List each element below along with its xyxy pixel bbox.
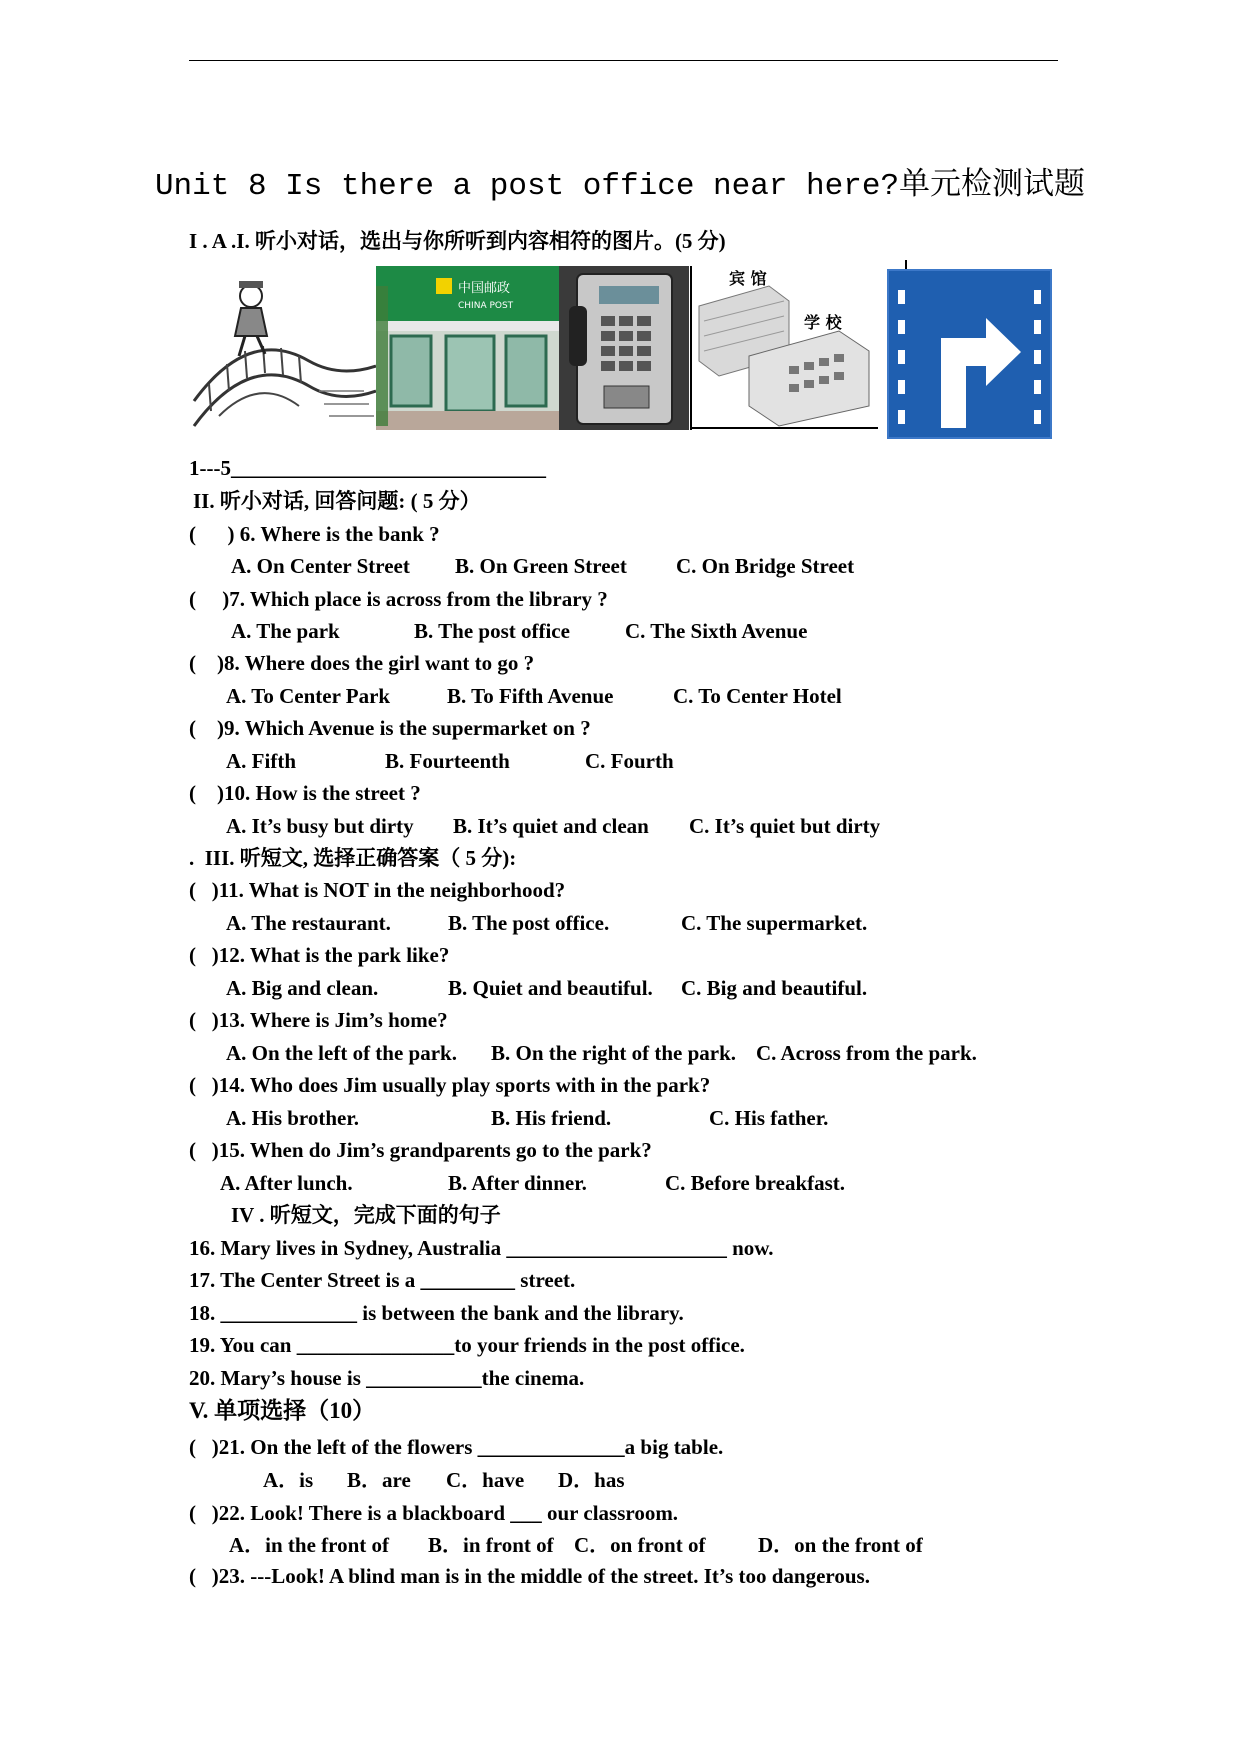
header-rule <box>189 60 1058 61</box>
q13-option-c: C. Across from the park. <box>756 1041 977 1065</box>
q23-stem: ( )23. ---Look! A blind man is in the middle of the street. It’s too dangerous. <box>189 1564 870 1588</box>
q9-option-c: C. Fourth <box>585 749 674 773</box>
hotel-label: 宾 馆 <box>729 269 767 288</box>
q20-sentence: 20. Mary’s house is ___________the cinema. <box>189 1366 585 1390</box>
post-sign-text: 中国邮政 <box>458 281 511 296</box>
q14-stem: ( )14. Who does Jim usually play sports with in the park? <box>189 1073 711 1097</box>
q15-stem: ( )15. When do Jim’s grandparents go to the park? <box>189 1138 652 1162</box>
q14-option-a: A. His brother. <box>226 1106 360 1130</box>
q8-option-b: B. To Fifth Avenue <box>447 684 614 708</box>
q21-option-b: B．are <box>347 1468 411 1492</box>
q8-option-c: C. To Center Hotel <box>673 684 842 708</box>
q10-option-c: C. It’s quiet but dirty <box>689 814 881 838</box>
q21-stem: ( )21. On the left of the flowers ______________a big table. <box>189 1435 724 1459</box>
china-post-office-photo <box>376 266 559 430</box>
q8-option-a: A. To Center Park <box>226 684 391 708</box>
q6-option-c: C. On Bridge Street <box>676 554 855 578</box>
q11-option-b: B. The post office. <box>448 911 610 935</box>
q13-option-a: A. On the left of the park. <box>226 1041 457 1065</box>
q14-option-b: B. His friend. <box>491 1106 612 1130</box>
q17-sentence: 17. The Center Street is a _________ street. <box>189 1268 576 1292</box>
q21-option-a: A．is <box>263 1468 314 1492</box>
q6-option-a: A. On Center Street <box>231 554 410 578</box>
q9-stem: ( )9. Which Avenue is the supermarket on ? <box>189 716 591 740</box>
q10-stem: ( )10. How is the street ? <box>189 781 421 805</box>
section-4-heading: IV . 听短文，完成下面的句子 <box>231 1203 501 1227</box>
q12-option-c: C. Big and beautiful. <box>681 976 868 1000</box>
q12-option-a: A. Big and clean. <box>226 976 379 1000</box>
q11-option-a: A. The restaurant. <box>226 911 391 935</box>
q8-stem: ( )8. Where does the girl want to go ? <box>189 651 535 675</box>
q12-option-b: B. Quiet and beautiful. <box>448 976 653 1000</box>
q10-option-b: B. It’s quiet and clean <box>453 814 649 838</box>
q15-option-a: A. After lunch. <box>220 1171 353 1195</box>
q10-option-a: A. It’s busy but dirty <box>226 814 414 838</box>
q7-stem: ( )7. Which place is across from the library ? <box>189 587 608 611</box>
q7-option-c: C. The Sixth Avenue <box>625 619 808 643</box>
q11-stem: ( )11. What is NOT in the neighborhood? <box>189 878 566 902</box>
turn-right-sign-icon <box>886 260 1053 440</box>
q21-option-d: D．has <box>558 1468 625 1492</box>
q12-stem: ( )12. What is the park like? <box>189 943 450 967</box>
q7-option-a: A. The park <box>231 619 340 643</box>
q7-option-b: B. The post office <box>414 619 570 643</box>
bridge-walker-icon <box>189 266 376 430</box>
q13-stem: ( )13. Where is Jim’s home? <box>189 1008 448 1032</box>
q22-option-b: B．in front of <box>428 1533 554 1557</box>
section-5-heading: V. 单项选择（10） <box>189 1398 376 1423</box>
page-title: Unit 8 Is there a post office near here?单元检测试题 <box>154 169 1086 204</box>
section-1-heading: I . A .I. 听小对话，选出与你所听到内容相符的图片。(5 分) <box>189 229 726 253</box>
q22-option-a: A．in the front of <box>229 1533 390 1557</box>
q19-sentence: 19. You can _______________to your friends in the post office. <box>189 1333 745 1357</box>
q11-option-c: C. The supermarket. <box>681 911 868 935</box>
post-sign-en: CHINA POST <box>458 301 514 311</box>
q9-option-a: A. Fifth <box>226 749 296 773</box>
section-3-heading: . III. 听短文, 选择正确答案（ 5 分): <box>189 846 517 870</box>
q16-sentence: 16. Mary lives in Sydney, Australia _____________________ now. <box>189 1236 774 1260</box>
q18-sentence: 18. _____________ is between the bank and the library. <box>189 1301 684 1325</box>
q6-stem: ( ) 6. Where is the bank ? <box>189 522 440 546</box>
q22-stem: ( )22. Look! There is a blackboard ___ our classroom. <box>189 1501 679 1525</box>
q21-option-c: C．have <box>446 1468 525 1492</box>
q22-option-c: C．on front of <box>574 1533 706 1557</box>
pay-phone-icon <box>559 266 689 430</box>
q9-option-b: B. Fourteenth <box>385 749 510 773</box>
hotel-school-buildings-icon <box>689 266 878 430</box>
q15-option-b: B. After dinner. <box>448 1171 587 1195</box>
section-2-heading: II. 听小对话, 回答问题: ( 5 分） <box>193 489 481 513</box>
school-label: 学 校 <box>804 313 842 332</box>
q15-option-c: C. Before breakfast. <box>665 1171 846 1195</box>
answer-line-1-5: 1---5______________________________ <box>189 456 546 480</box>
q14-option-c: C. His father. <box>709 1106 829 1130</box>
q22-option-d: D．on the front of <box>758 1533 923 1557</box>
q13-option-b: B. On the right of the park. <box>491 1041 737 1065</box>
q6-option-b: B. On Green Street <box>455 554 627 578</box>
